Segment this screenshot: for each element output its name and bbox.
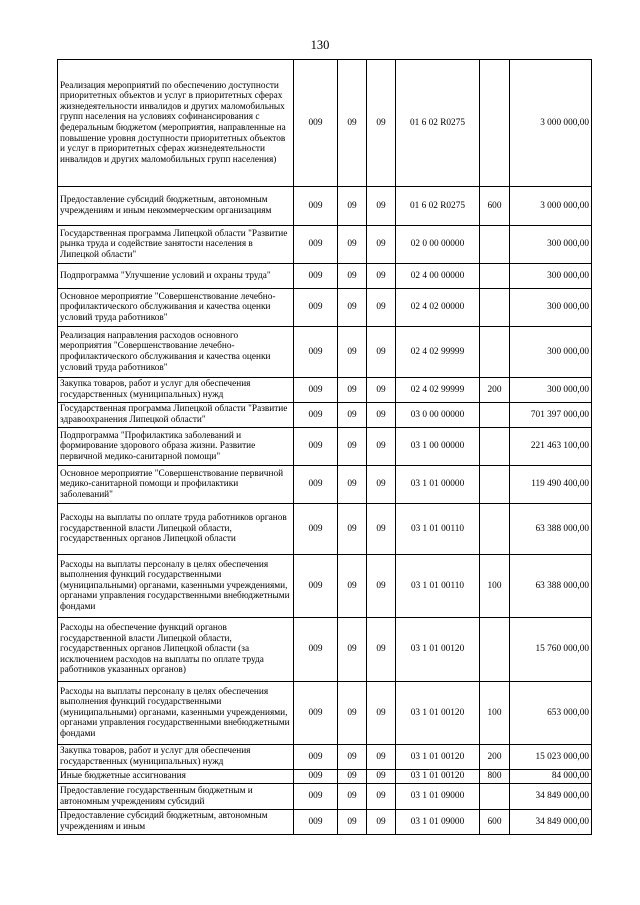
row-csr: 01 6 02 R0275	[396, 187, 480, 226]
row-grbs: 009	[294, 378, 338, 403]
table-row	[58, 466, 592, 504]
table-row	[58, 784, 592, 810]
row-razdel: 09	[338, 770, 367, 784]
page-number: 130	[310, 38, 330, 52]
row-vr	[480, 226, 510, 264]
row-amount: 63 388 000,00	[510, 504, 592, 555]
table-row	[58, 745, 592, 770]
row-grbs: 009	[294, 403, 338, 428]
row-vr: 100	[480, 682, 510, 745]
table-row	[58, 264, 592, 289]
row-razdel: 09	[338, 745, 367, 770]
row-amount: 119 490 400,00	[510, 466, 592, 504]
row-grbs: 009	[294, 810, 338, 835]
row-csr: 02 4 02 99999	[396, 327, 480, 378]
row-grbs: 009	[294, 264, 338, 289]
row-name: Подпрограмма "Улучшение условий и охраны труда"	[58, 264, 294, 289]
row-podrazdel: 09	[367, 403, 396, 428]
row-podrazdel: 09	[367, 784, 396, 810]
row-name: Расходы на выплаты по оплате труда работников органов государственной власти Липецкой области, государственных органов Липецкой области	[58, 504, 294, 555]
row-csr: 02 4 00 00000	[396, 264, 480, 289]
row-razdel: 09	[338, 466, 367, 504]
row-amount: 221 463 100,00	[510, 428, 592, 466]
row-vr	[480, 289, 510, 327]
table-row	[58, 504, 592, 555]
row-vr	[480, 428, 510, 466]
row-csr: 03 1 01 00110	[396, 555, 480, 618]
row-amount: 701 397 000,00	[510, 403, 592, 428]
row-grbs: 009	[294, 770, 338, 784]
row-amount: 300 000,00	[510, 264, 592, 289]
row-vr	[480, 504, 510, 555]
row-razdel: 09	[338, 187, 367, 226]
row-vr: 200	[480, 378, 510, 403]
row-csr: 03 1 01 00120	[396, 682, 480, 745]
row-csr: 02 0 00 00000	[396, 226, 480, 264]
row-razdel: 09	[338, 428, 367, 466]
row-razdel: 09	[338, 327, 367, 378]
row-podrazdel: 09	[367, 682, 396, 745]
row-csr: 02 4 02 99999	[396, 378, 480, 403]
row-podrazdel: 09	[367, 264, 396, 289]
row-amount: 653 000,00	[510, 682, 592, 745]
row-name: Реализация мероприятий по обеспечению доступности приоритетных объектов и услуг в приоритетных сферах жизнедеятельности инвалидов и других маломобильных групп населения на условиях софинансирования с федеральным бюджетом (мероприятия, направленные на повышение уровня доступности приоритетных объектов и услуг в приоритетных сферах жизнедеятельности инвалидов и других маломобильных групп населения)	[58, 60, 294, 187]
row-grbs: 009	[294, 466, 338, 504]
row-razdel: 09	[338, 618, 367, 682]
row-grbs: 009	[294, 428, 338, 466]
table-row	[58, 682, 592, 745]
table-row	[58, 60, 592, 187]
row-name: Расходы на обеспечение функций органов государственной власти Липецкой области, государственных органов Липецкой области (за исключением расходов на выплаты по оплате труда работников указанных органов)	[58, 618, 294, 682]
row-vr: 600	[480, 187, 510, 226]
row-podrazdel: 09	[367, 428, 396, 466]
row-podrazdel: 09	[367, 60, 396, 187]
row-name: Предоставление субсидий бюджетным, автономным учреждениям и иным	[58, 810, 294, 835]
row-razdel: 09	[338, 682, 367, 745]
row-amount: 3 000 000,00	[510, 60, 592, 187]
row-grbs: 009	[294, 745, 338, 770]
row-grbs: 009	[294, 784, 338, 810]
row-vr: 100	[480, 555, 510, 618]
row-name: Предоставление субсидий бюджетным, автономным учреждениям и иным некоммерческим организациям	[58, 187, 294, 226]
table-row	[58, 618, 592, 682]
row-name: Расходы на выплаты персоналу в целях обеспечения выполнения функций государственными (муниципальными) органами, казенными учреждениями, органами управления государственными внебюджетными фондами	[58, 555, 294, 618]
budget-table	[57, 59, 592, 835]
row-name: Подпрограмма "Профилактика заболеваний и формирование здорового образа жизни. Развитие первичной медико-санитарной помощи"	[58, 428, 294, 466]
row-grbs: 009	[294, 60, 338, 187]
row-razdel: 09	[338, 810, 367, 835]
row-razdel: 09	[338, 264, 367, 289]
row-grbs: 009	[294, 187, 338, 226]
table-row	[58, 770, 592, 784]
row-name: Закупка товаров, работ и услуг для обеспечения государственных (муниципальных) нужд	[58, 745, 294, 770]
row-razdel: 09	[338, 555, 367, 618]
row-grbs: 009	[294, 504, 338, 555]
row-amount: 63 388 000,00	[510, 555, 592, 618]
row-podrazdel: 09	[367, 327, 396, 378]
row-amount: 34 849 000,00	[510, 810, 592, 835]
row-razdel: 09	[338, 60, 367, 187]
row-name: Расходы на выплаты персоналу в целях обеспечения выполнения функций государственными (муниципальными) органами, казенными учреждениями, органами управления государственными внебюджетными фондами	[58, 682, 294, 745]
row-amount: 300 000,00	[510, 226, 592, 264]
row-podrazdel: 09	[367, 504, 396, 555]
table-row	[58, 428, 592, 466]
row-grbs: 009	[294, 618, 338, 682]
table-row	[58, 289, 592, 327]
row-vr	[480, 327, 510, 378]
row-name: Государственная программа Липецкой области "Развитие рынка труда и содействие занятости населения в Липецкой области"	[58, 226, 294, 264]
row-vr	[480, 784, 510, 810]
row-csr: 01 6 02 R0275	[396, 60, 480, 187]
table-row	[58, 810, 592, 835]
row-vr	[480, 618, 510, 682]
table-row	[58, 327, 592, 378]
row-name: Основное мероприятие "Совершенствование лечебно-профилактического обслуживания и качества оценки условий труда работников"	[58, 289, 294, 327]
row-csr: 03 1 00 00000	[396, 428, 480, 466]
row-grbs: 009	[294, 226, 338, 264]
row-vr	[480, 264, 510, 289]
row-razdel: 09	[338, 226, 367, 264]
row-vr	[480, 466, 510, 504]
table-row	[58, 378, 592, 403]
row-razdel: 09	[338, 403, 367, 428]
row-podrazdel: 09	[367, 378, 396, 403]
row-amount: 3 000 000,00	[510, 187, 592, 226]
row-vr: 600	[480, 810, 510, 835]
row-name: Основное мероприятие "Совершенствование первичной медико-санитарной помощи и профилактики заболеваний"	[58, 466, 294, 504]
row-grbs: 009	[294, 682, 338, 745]
row-csr: 03 1 01 00120	[396, 745, 480, 770]
row-amount: 300 000,00	[510, 289, 592, 327]
row-name: Иные бюджетные ассигнования	[58, 770, 294, 784]
row-csr: 03 1 01 09000	[396, 784, 480, 810]
row-podrazdel: 09	[367, 187, 396, 226]
row-name: Государственная программа Липецкой области "Развитие здравоохранения Липецкой области"	[58, 403, 294, 428]
row-csr: 02 4 02 00000	[396, 289, 480, 327]
table-row	[58, 187, 592, 226]
row-grbs: 009	[294, 327, 338, 378]
row-amount: 300 000,00	[510, 327, 592, 378]
row-csr: 03 1 01 00000	[396, 466, 480, 504]
row-podrazdel: 09	[367, 618, 396, 682]
row-razdel: 09	[338, 289, 367, 327]
row-razdel: 09	[338, 378, 367, 403]
row-grbs: 009	[294, 555, 338, 618]
row-csr: 03 1 01 00110	[396, 504, 480, 555]
row-amount: 300 000,00	[510, 378, 592, 403]
row-vr: 200	[480, 745, 510, 770]
row-podrazdel: 09	[367, 810, 396, 835]
table-row	[58, 226, 592, 264]
row-podrazdel: 09	[367, 555, 396, 618]
row-podrazdel: 09	[367, 770, 396, 784]
row-vr: 800	[480, 770, 510, 784]
table-row	[58, 403, 592, 428]
row-name: Реализация направления расходов основного мероприятия "Совершенствование лечебно-профилактического обслуживания и качества оценки условий труда работников"	[58, 327, 294, 378]
table-body	[58, 60, 592, 835]
row-podrazdel: 09	[367, 226, 396, 264]
row-podrazdel: 09	[367, 745, 396, 770]
row-name: Закупка товаров, работ и услуг для обеспечения государственных (муниципальных) нужд	[58, 378, 294, 403]
row-amount: 15 760 000,00	[510, 618, 592, 682]
row-csr: 03 1 01 00120	[396, 618, 480, 682]
row-csr: 03 1 01 09000	[396, 810, 480, 835]
row-vr	[480, 403, 510, 428]
row-vr	[480, 60, 510, 187]
row-amount: 15 023 000,00	[510, 745, 592, 770]
row-amount: 34 849 000,00	[510, 784, 592, 810]
table-row	[58, 555, 592, 618]
row-csr: 03 1 01 00120	[396, 770, 480, 784]
row-podrazdel: 09	[367, 289, 396, 327]
row-razdel: 09	[338, 504, 367, 555]
row-grbs: 009	[294, 289, 338, 327]
row-amount: 84 000,00	[510, 770, 592, 784]
row-name: Предоставление государственным бюджетным и автономным учреждениям субсидий	[58, 784, 294, 810]
row-razdel: 09	[338, 784, 367, 810]
row-podrazdel: 09	[367, 466, 396, 504]
row-csr: 03 0 00 00000	[396, 403, 480, 428]
